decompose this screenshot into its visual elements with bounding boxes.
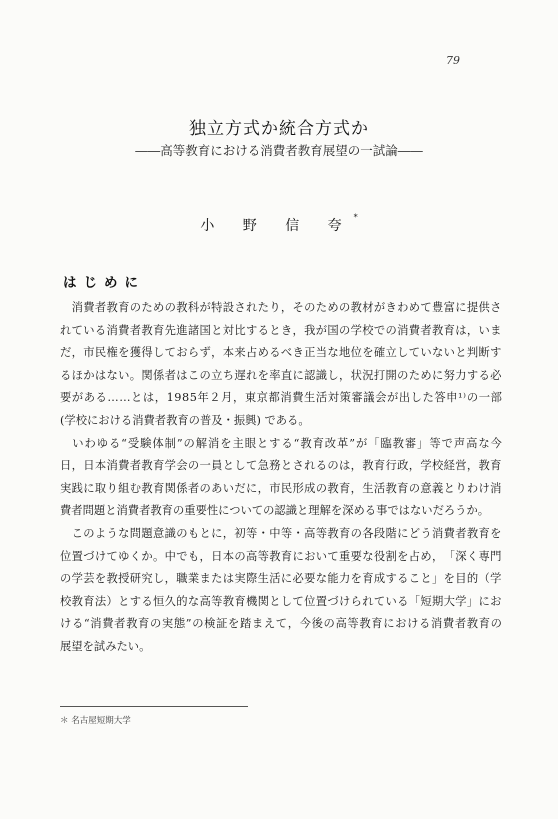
paragraph-3-line-5: け る “ 消 費 者 教 育 の 実 態 ” の 検 証 を 踏 ま え て ， 今 後 の 高 等 教 育 に お け る 消 費 者 教 育 の	[60, 617, 502, 631]
author-name-text: 小 野 信 夸	[200, 218, 354, 234]
paragraph-3-line-3: の 学 芸 を 教 授 研 究 し ， 職 業 ま た は 実 際 生 活 に 必 要 な 能 力 を 育 成 す る こ と 」 を 目 的 （ 学	[60, 572, 502, 586]
paragraph-1-line-4: る ほ か は な い 。 関 係 者 は こ の 立 ち 遅 れ を 率 直 に 認 識 し ， 状 況 打 開 の た め に 努 力 す る 必	[60, 368, 502, 382]
paragraph-3-line-4: 校 教 育 法 ） と す る 恒 久 的 な 高 等 教 育 機 関 と し て 位 置 づ け ら れ て い る 「 短 期 大 学 」 に お	[60, 594, 502, 608]
paragraph-1-line-6: (学校における消費者教育の普及・振興) である。	[60, 413, 310, 427]
body-text	[60, 297, 502, 659]
article-title: 独立方式か統合方式か	[189, 119, 369, 139]
author-footnote-mark: *	[353, 213, 358, 222]
paragraph-3-line-2: 位 置 づ け て ゆ く か 。 中 で も ， 日 本 の 高 等 教 育 に お い て 重 要 な 役 割 を 占 め ， 「 深 く 専 門	[60, 549, 502, 563]
paragraph-1-line-1: 消 費 者 教 育 の た め の 教 科 が 特 設 さ れ た り ， そ の た め の 教 材 が き わ め て 豊 富 に 提 供 さ	[71, 301, 502, 314]
paragraph-1-line-3: だ ， 市 民 権 を 獲 得 し て お ら ず ， 本 来 占 め る べ き 正 当 な 地 位 を 確 立 し て い な い と 判 断 す	[60, 346, 502, 360]
footnote: ＊ 名古屋短期大学	[60, 716, 131, 726]
paragraph-3-line-1: こ の よ う な 問 題 意 識 の も と に ， 初 等 ・ 中 等 ・ 高 等 教 育 の 各 段 階 に ど う 消 費 者 教 育 を	[71, 526, 502, 540]
paragraph-2-line-3: 実 践 に 取 り 組 む 教 育 関 係 者 の あ い だ に ， 市 民 形 成 の 教 育 ， 生 活 教 育 の 意 義 と り わ け 消	[60, 481, 502, 495]
paragraph-1-line-2: れ て い る 消 費 者 教 育 先 進 諸 国 と 対 比 す る と き ， 我 が 国 の 学 校 で の 消 費 者 教 育 は ， い ま	[60, 323, 502, 337]
author-name	[0, 215, 558, 235]
paragraph-3-line-6: 展望を試みたい。	[60, 639, 151, 653]
footnote-divider	[60, 706, 248, 707]
section-heading: はじめに	[63, 275, 145, 291]
paragraph-2-line-2: 日 ， 日 本 消 費 者 教 育 学 会 の 一 員 と し て 急 務 と さ れ る の は ， 教 育 行 政 ， 学 校 経 営 ， 教 育	[60, 459, 502, 473]
article-subtitle: ――高等教育における消費者教育展望の一試論――	[135, 143, 423, 158]
paragraph-2-line-1: い わ ゆ る “ 受 験 体 制 ” の 解 消 を 主 眼 と す る “ 教 育 改 革 ” が 「 臨 教 審 」 等 で 声 高 な 今	[72, 436, 502, 450]
paragraph-2-line-4: 費者問題と消費者教育の重要性についての認識と理解を深める事ではないだろうか。	[60, 504, 490, 518]
paragraph-1-line-5: 要 が あ る … … と は ， 1 9 8 5 年 ２ 月 ， 東 京 都 消 費 生 活 対 策 審 議 会 が 出 し た 答 申 ¹ ⁾ の 一 部	[60, 391, 502, 405]
page-number: 79	[446, 54, 460, 67]
